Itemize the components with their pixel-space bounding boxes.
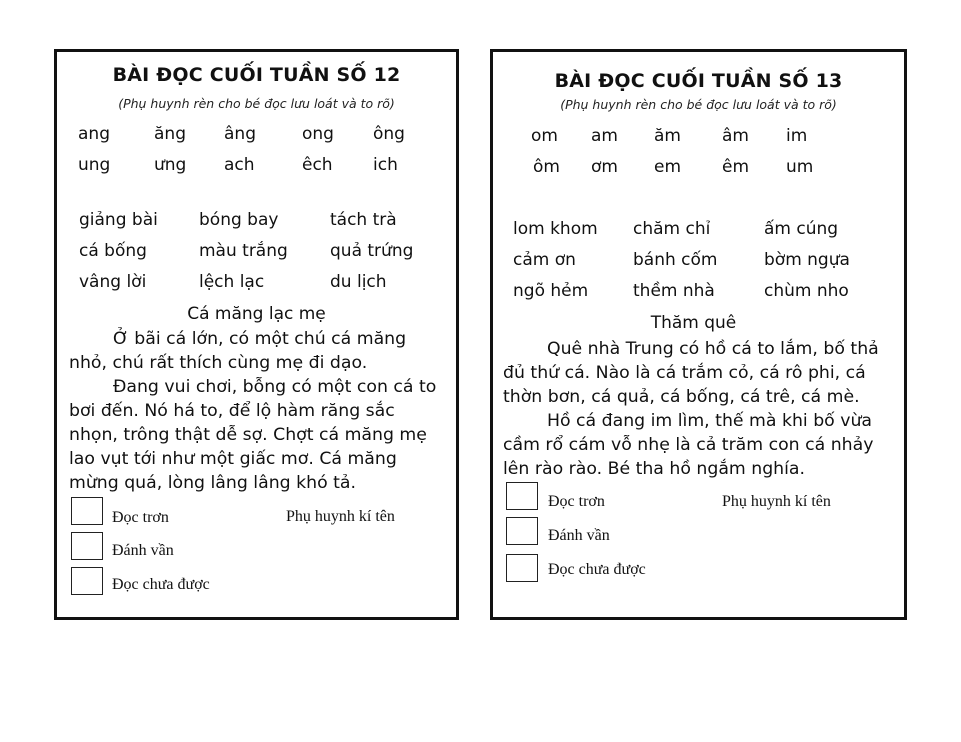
vowel-item: ăng [154, 124, 186, 144]
doc-chua-duoc-checkbox[interactable] [506, 554, 538, 582]
worksheet-subtitle: (Phụ huynh rèn cho bé đọc lưu loát và to rõ) [560, 97, 837, 112]
word-item: bánh cốm [633, 250, 718, 270]
doc-tron-checkbox[interactable] [71, 497, 103, 525]
word-item: ấm cúng [764, 219, 839, 239]
story-line: nhọn, trông thật dễ sợ. Chợt cá măng mẹ [69, 425, 427, 445]
vowel-item: am [591, 126, 618, 146]
vowel-row [531, 126, 891, 148]
word-item: ngõ hẻm [513, 281, 589, 301]
danh-van-checkbox[interactable] [71, 532, 103, 560]
word-item: màu trắng [199, 241, 288, 261]
word-row [513, 281, 893, 303]
story-line: mừng quá, lòng lâng lâng khó tả. [69, 473, 356, 493]
word-row [79, 272, 449, 294]
word-row [79, 241, 449, 263]
doc-chua-duoc-label: Đọc chưa được [548, 561, 646, 578]
word-item: giảng bài [79, 210, 158, 230]
doc-tron-label: Đọc trơn [112, 509, 169, 526]
vowel-item: ung [78, 155, 111, 175]
worksheet-title: BÀI ĐỌC CUỐI TUẦN SỐ 12 [112, 64, 401, 86]
word-item: du lịch [330, 272, 387, 292]
word-item: cá bống [79, 241, 147, 261]
doc-tron-label: Đọc trơn [548, 493, 605, 510]
story-line: cầm rổ cám vỗ nhẹ là cả trăm con cá nhảy [503, 435, 874, 455]
parent-signature-label: Phụ huynh kí tên [286, 508, 395, 525]
story-line: nhỏ, chú rất thích cùng mẹ đi dạo. [69, 353, 368, 373]
danh-van-label: Đánh vần [112, 542, 174, 559]
story-line: đủ thứ cá. Nào là cá trắm cỏ, cá rô phi, cá [503, 363, 866, 383]
word-item: quả trứng [330, 241, 414, 261]
word-item: thềm nhà [633, 281, 715, 301]
story-title: Thăm quê [650, 313, 737, 333]
danh-van-checkbox[interactable] [506, 517, 538, 545]
word-item: bóng bay [199, 210, 279, 230]
vowel-item: êch [302, 155, 333, 175]
vowel-item: âm [722, 126, 749, 146]
story-line: Quê nhà Trung có hồ cá to lắm, bố thả [547, 339, 879, 359]
vowel-item: ich [373, 155, 398, 175]
word-item: lệch lạc [199, 272, 265, 292]
vowel-row [78, 124, 448, 146]
word-row [513, 250, 893, 272]
vowel-item: ach [224, 155, 255, 175]
word-item: cảm ơn [513, 250, 576, 270]
vowel-item: êm [722, 157, 750, 177]
vowel-item: om [531, 126, 558, 146]
story-line: lên rào rào. Bé tha hồ ngắm nghía. [503, 459, 805, 479]
worksheet-card-12 [54, 49, 459, 620]
story-line: Ở bãi cá lớn, có một chú cá măng [113, 329, 407, 349]
word-item: lom khom [513, 219, 598, 239]
story-line: bơi đến. Nó há to, để lộ hàm răng sắc [69, 401, 395, 421]
vowel-item: ôm [533, 157, 560, 177]
story-line: Hồ cá đang im lìm, thế mà khi bố vừa [547, 411, 873, 431]
vowel-item: ưng [154, 155, 187, 175]
worksheet-title: BÀI ĐỌC CUỐI TUẦN SỐ 13 [554, 70, 843, 92]
word-row [79, 210, 449, 232]
word-row [513, 219, 893, 241]
story-line: thờn bơn, cá quả, cá bống, cá trê, cá mè. [503, 387, 860, 407]
story-line: lao vụt tới như một giấc mơ. Cá măng [69, 449, 397, 469]
vowel-item: um [786, 157, 814, 177]
vowel-item: âng [224, 124, 256, 144]
vowel-item: ang [78, 124, 110, 144]
story-text [69, 327, 436, 495]
doc-chua-duoc-checkbox[interactable] [71, 567, 103, 595]
story-line: Đang vui chơi, bỗng có một con cá to [113, 377, 437, 397]
vowel-row [78, 155, 448, 177]
worksheet-subtitle: (Phụ huynh rèn cho bé đọc lưu loát và to rõ) [118, 96, 395, 111]
vowel-item: ông [373, 124, 405, 144]
doc-tron-checkbox[interactable] [506, 482, 538, 510]
story-title: Cá măng lạc mẹ [187, 304, 326, 324]
word-item: tách trà [330, 210, 397, 230]
word-item: chăm chỉ [633, 219, 711, 239]
vowel-item: im [786, 126, 808, 146]
word-item: chùm nho [764, 281, 849, 301]
parent-signature-label: Phụ huynh kí tên [722, 493, 831, 510]
vowel-item: ơm [591, 157, 618, 177]
word-item: bờm ngựa [764, 250, 850, 270]
vowel-row [533, 157, 893, 179]
worksheet-card-13 [490, 49, 907, 620]
vowel-item: ăm [654, 126, 681, 146]
doc-chua-duoc-label: Đọc chưa được [112, 576, 210, 593]
vowel-item: em [654, 157, 682, 177]
danh-van-label: Đánh vần [548, 527, 610, 544]
story-text [503, 337, 879, 481]
vowel-item: ong [302, 124, 334, 144]
word-item: vâng lời [79, 272, 147, 292]
